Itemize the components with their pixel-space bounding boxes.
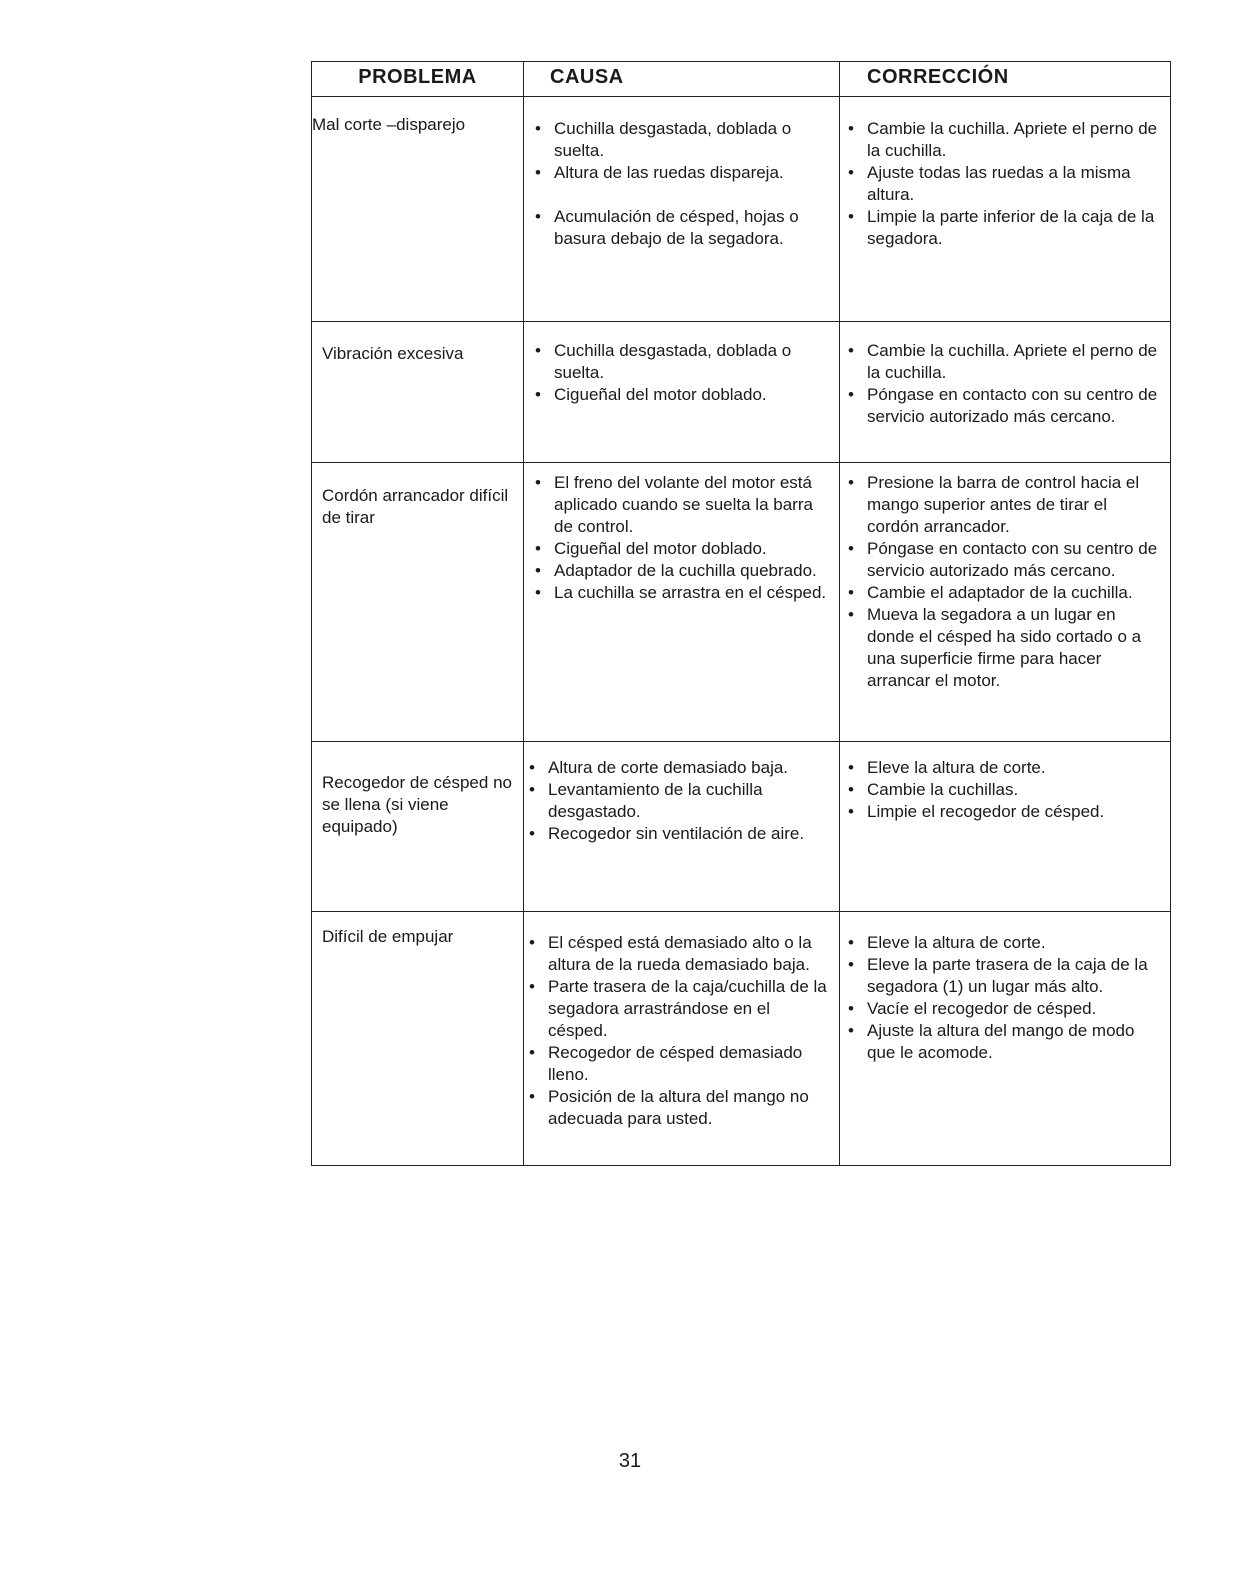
- row-divider-2: [312, 462, 1170, 463]
- row-divider-3: [312, 741, 1170, 742]
- list-item: • Ajuste la altura del mango de modo que le acomode.: [843, 1020, 1161, 1064]
- list-item: • Limpie el recogedor de césped.: [843, 801, 1161, 823]
- correction-list: [843, 118, 1161, 250]
- list-item: • Ajuste todas las ruedas a la misma altura.: [843, 162, 1161, 206]
- header-correction: CORRECCIÓN: [867, 66, 1009, 88]
- list-item: • Adaptador de la cuchilla quebrado.: [530, 560, 835, 582]
- correction-list: [843, 472, 1161, 692]
- cause-list: [530, 118, 835, 250]
- problem-cell: Mal corte –disparejo: [312, 115, 466, 134]
- list-item: • Parte trasera de la caja/cuchilla de la segadora arrastrándose en el césped.: [524, 976, 834, 1042]
- header-problem: PROBLEMA: [358, 66, 477, 88]
- correction-list: [843, 757, 1161, 823]
- list-item: • Cigueñal del motor doblado.: [530, 384, 835, 406]
- list-item: • Levantamiento de la cuchilla desgastado.: [524, 779, 834, 823]
- list-item: • Póngase en contacto con su centro de servicio autorizado más cercano.: [843, 538, 1161, 582]
- list-item: • Recogedor sin ventilación de aire.: [524, 823, 834, 845]
- header-cause: CAUSA: [550, 66, 624, 88]
- row-divider-4: [312, 911, 1170, 912]
- list-item: • El césped está demasiado alto o la altura de la rueda demasiado baja.: [524, 932, 834, 976]
- list-item: • Presione la barra de control hacia el mango superior antes de tirar el cordón arrancador.: [843, 472, 1161, 538]
- cause-list: [530, 340, 835, 406]
- list-item: • Eleve la parte trasera de la caja de la segadora (1) un lugar más alto.: [843, 954, 1161, 998]
- list-item: • El freno del volante del motor está aplicado cuando se suelta la barra de control.: [530, 472, 835, 538]
- page-number: 31: [618, 1450, 642, 1472]
- problem-cell: Recogedor de césped no se llena (si viene equipado): [322, 773, 512, 836]
- list-item: • Limpie la parte inferior de la caja de la segadora.: [843, 206, 1161, 250]
- cause-list: [524, 757, 834, 845]
- list-item: • Acumulación de césped, hojas o basura debajo de la segadora.: [530, 206, 835, 250]
- troubleshooting-table: [311, 61, 1171, 1166]
- list-item: • Cambie el adaptador de la cuchilla.: [843, 582, 1161, 604]
- list-item: • La cuchilla se arrastra en el césped.: [530, 582, 835, 604]
- list-item: • Vacíe el recogedor de césped.: [843, 998, 1161, 1020]
- list-item: • Posición de la altura del mango no adecuada para usted.: [524, 1086, 834, 1130]
- correction-list: [843, 932, 1161, 1064]
- list-item: • Altura de corte demasiado baja.: [524, 757, 834, 779]
- list-item: • Cuchilla desgastada, doblada o suelta.: [530, 118, 835, 162]
- column-divider-2: [839, 62, 840, 1165]
- list-item: • Cambie la cuchillas.: [843, 779, 1161, 801]
- cause-list: [524, 932, 834, 1130]
- list-item: • Cambie la cuchilla. Apriete el perno de la cuchilla.: [843, 340, 1161, 384]
- cause-list: [530, 472, 835, 604]
- list-item: • Cigueñal del motor doblado.: [530, 538, 835, 560]
- problem-cell: Vibración excesiva: [322, 344, 464, 363]
- list-item: • Recogedor de césped demasiado lleno.: [524, 1042, 834, 1086]
- problem-cell: Difícil de empujar: [322, 927, 454, 946]
- problem-cell: Cordón arrancador difícil de tirar: [322, 486, 509, 527]
- list-item: • Cuchilla desgastada, doblada o suelta.: [530, 340, 835, 384]
- list-item: • Altura de las ruedas dispareja.: [530, 162, 835, 184]
- list-item: • Póngase en contacto con su centro de servicio autorizado más cercano.: [843, 384, 1161, 428]
- list-item: • Eleve la altura de corte.: [843, 932, 1161, 954]
- row-divider-1: [312, 321, 1170, 322]
- list-item: • Mueva la segadora a un lugar en donde el césped ha sido cortado o a una superficie firme para hacer arrancar el motor.: [843, 604, 1161, 692]
- correction-list: [843, 340, 1161, 428]
- list-item: • Cambie la cuchilla. Apriete el perno de la cuchilla.: [843, 118, 1161, 162]
- list-item: • Eleve la altura de corte.: [843, 757, 1161, 779]
- header-divider: [312, 96, 1170, 97]
